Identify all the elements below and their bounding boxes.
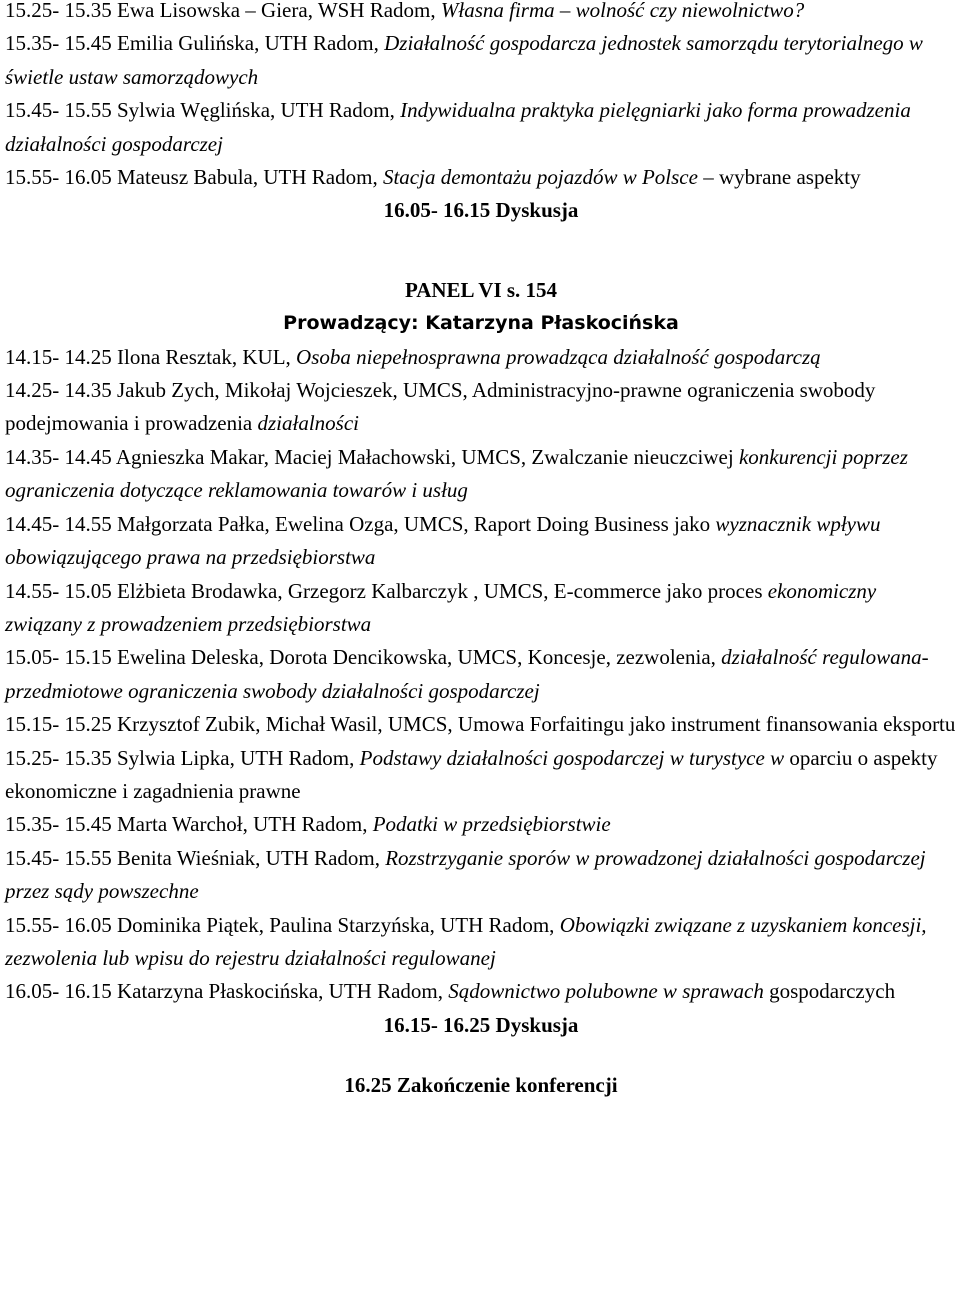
panel-moderator: Prowadzący: Katarzyna Płaskocińska bbox=[283, 312, 679, 335]
program-entry: 15.55- 16.05 Dominika Piątek, Paulina Starzyńska, UTH Radom, Obowiązki związane z uzyskaniem koncesji, zezwolenia lub wpisu do rejestru działalności regulowanej bbox=[5, 912, 927, 970]
program-entry: 16.05- 16.15 Katarzyna Płaskocińska, UTH Radom, Sądownictwo polubowne w sprawach gospodarczych bbox=[5, 979, 896, 1004]
talk-title: Sądownictwo polubowne w sprawach bbox=[448, 979, 764, 1004]
closing-heading: 16.25 Zakończenie konferencji bbox=[344, 1073, 618, 1098]
talk-title: Stacja demontażu pojazdów w Polsce bbox=[382, 165, 698, 190]
discussion-heading: 16.15- 16.25 Dyskusja bbox=[383, 1012, 579, 1037]
talk-title: Własna firma – wolność czy niewolnictwo? bbox=[440, 0, 805, 22]
talk-title: Osoba niepełnosprawna prowadząca działalność gospodarczą bbox=[296, 344, 821, 369]
program-entry: 15.55- 16.05 Mateusz Babula, UTH Radom, Stacja demontażu pojazdów w Polsce – wybrane aspekty bbox=[5, 165, 861, 190]
program-entry: 15.35- 15.45 Marta Warchoł, UTH Radom, Podatki w przedsiębiorstwie bbox=[5, 812, 611, 837]
program-entry: 15.25- 15.35 Ewa Lisowska – Giera, WSH Radom, Własna firma – wolność czy niewolnictwo? bbox=[5, 0, 805, 22]
talk-title: Obowiązki związane z uzyskaniem koncesji, zezwolenia lub wpisu do rejestru działalności regulowanej bbox=[5, 912, 927, 970]
talk-title: Podatki w przedsiębiorstwie bbox=[372, 812, 611, 837]
program-entry: 14.15- 14.25 Ilona Resztak, KUL, Osoba niepełnosprawna prowadząca działalność gospodarczą bbox=[5, 344, 821, 369]
talk-title: działalność regulowana- przedmiotowe ograniczenia swobody działalności gospodarczej bbox=[5, 645, 929, 703]
program-entry: 15.25- 15.35 Sylwia Lipka, UTH Radom, Podstawy działalności gospodarczej w turystyce w oparciu o aspekty ekonomiczne i zagadnienia prawne bbox=[5, 745, 938, 803]
talk-title: konkurencji poprzez ograniczenia dotyczące reklamowania towarów i usług bbox=[5, 444, 908, 503]
program-entry: 14.55- 15.05 Elżbieta Brodawka, Grzegorz Kalbarczyk , UMCS, E-commerce jako proces ekonomiczny związany z prowadzeniem przedsiębiorstwa bbox=[5, 578, 877, 636]
program-entry: 15.05- 15.15 Ewelina Deleska, Dorota Dencikowska, UMCS, Koncesje, zezwolenia, działalność regulowana- przedmiotowe ograniczenia swobody działalności gospodarczej bbox=[5, 645, 929, 703]
conference-program bbox=[5, 0, 957, 1103]
talk-title: działalności bbox=[257, 411, 360, 436]
discussion-heading: 16.05- 16.15 Dyskusja bbox=[383, 198, 579, 223]
talk-title: wyznacznik wpływu obowiązującego prawa na przedsiębiorstwa bbox=[5, 511, 881, 570]
program-entry: 14.25- 14.35 Jakub Zych, Mikołaj Wojcieszek, UMCS, Administracyjno-prawne ograniczenia swobody podejmowania i prowadzenia działalności bbox=[5, 378, 876, 436]
program-entry: 15.45- 15.55 Sylwia Węglińska, UTH Radom, Indywidualna praktyka pielęgniarki jako forma prowadzenia działalności gospodarczej bbox=[5, 98, 911, 156]
talk-title: Indywidualna praktyka pielęgniarki jako forma prowadzenia działalności gospodarczej bbox=[5, 98, 911, 156]
program-entry: 15.35- 15.45 Emilia Gulińska, UTH Radom, Działalność gospodarcza jednostek samorządu terytorialnego w świetle ustaw samorządowych bbox=[5, 31, 923, 89]
talk-title: Działalność gospodarcza jednostek samorządu terytorialnego w świetle ustaw samorządowych bbox=[5, 31, 923, 89]
program-entry: 15.45- 15.55 Benita Wieśniak, UTH Radom, Rozstrzyganie sporów w prowadzonej działalności gospodarczej przez sądy powszechne bbox=[5, 845, 926, 904]
talk-title: ekonomiczny związany z prowadzeniem przedsiębiorstwa bbox=[5, 578, 877, 636]
program-entry: 15.15- 15.25 Krzysztof Zubik, Michał Wasil, UMCS, Umowa Forfaitingu jako instrument finansowania eksportu bbox=[5, 712, 956, 737]
talk-title: Rozstrzyganie sporów w prowadzonej działalności gospodarczej przez sądy powszechne bbox=[5, 845, 926, 904]
panel-heading: PANEL VI s. 154 bbox=[404, 277, 558, 302]
talk-title: Podstawy działalności gospodarczej w turystyce w bbox=[359, 745, 785, 770]
program-entry: 14.45- 14.55 Małgorzata Pałka, Ewelina Ozga, UMCS, Raport Doing Business jako wyznacznik wpływu obowiązującego prawa na przedsiębiorstwa bbox=[5, 511, 881, 570]
program-entry: 14.35- 14.45 Agnieszka Makar, Maciej Małachowski, UMCS, Zwalczanie nieuczciwej konkurencji poprzez ograniczenia dotyczące reklamowania towarów i usług bbox=[5, 444, 908, 503]
